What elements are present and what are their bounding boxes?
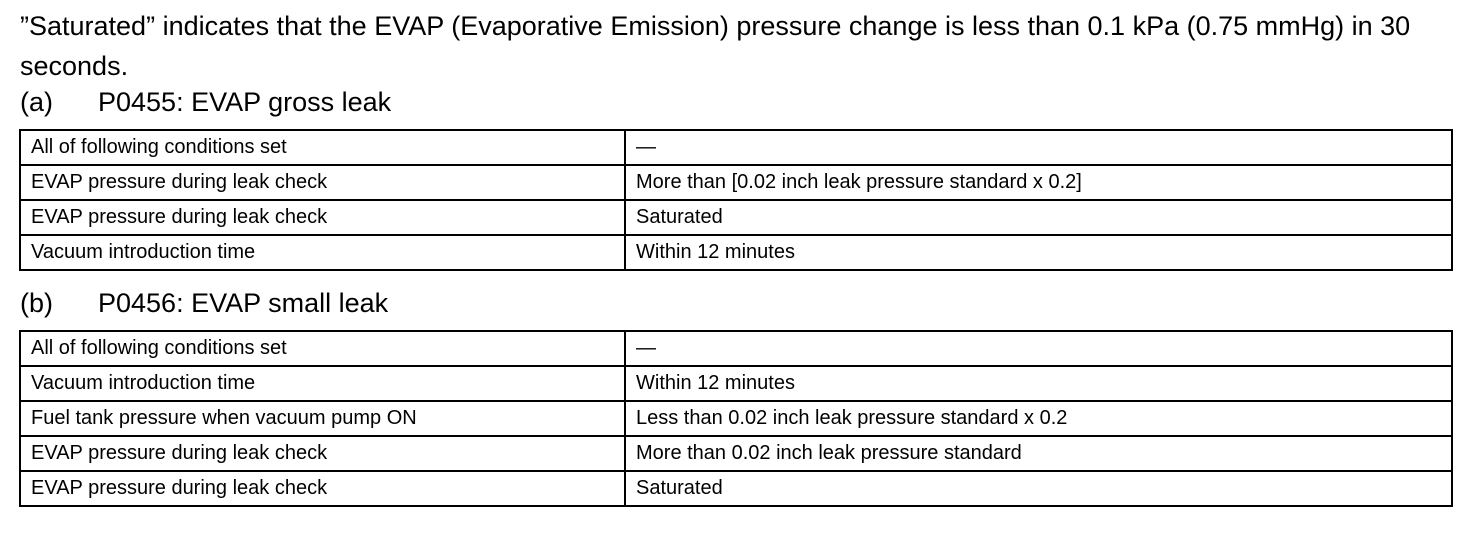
condition-cell: EVAP pressure during leak check [20, 200, 625, 235]
conditions-table-small-leak [19, 330, 1453, 507]
intro-paragraph: ”Saturated” indicates that the EVAP (Evaporative Emission) pressure change is less than 0.1 kPa (0.75 mmHg) in 30 seconds. [20, 11, 1411, 81]
table-row [20, 471, 1452, 506]
section-title: P0456: EVAP small leak [98, 288, 389, 318]
value-cell: Saturated [625, 200, 1452, 235]
value-cell: — [625, 331, 1452, 366]
value-cell: Less than 0.02 inch leak pressure standard x 0.2 [625, 401, 1452, 436]
table-row [20, 366, 1452, 401]
condition-cell: Fuel tank pressure when vacuum pump ON [20, 401, 625, 436]
table-row [20, 200, 1452, 235]
condition-cell: EVAP pressure during leak check [20, 471, 625, 506]
value-cell: — [625, 130, 1452, 165]
value-cell: Within 12 minutes [625, 235, 1452, 270]
section-heading-b [20, 285, 388, 321]
section-heading-a [20, 84, 391, 120]
value-cell: More than [0.02 inch leak pressure standard x 0.2] [625, 165, 1452, 200]
condition-cell: Vacuum introduction time [20, 366, 625, 401]
table-row [20, 130, 1452, 165]
condition-cell: Vacuum introduction time [20, 235, 625, 270]
section-tag: (b) [20, 288, 53, 318]
condition-cell: EVAP pressure during leak check [20, 165, 625, 200]
table-row [20, 165, 1452, 200]
table-row [20, 235, 1452, 270]
table-row [20, 436, 1452, 471]
condition-cell: All of following conditions set [20, 331, 625, 366]
table-row [20, 401, 1452, 436]
condition-cell: EVAP pressure during leak check [20, 436, 625, 471]
table-row [20, 331, 1452, 366]
conditions-table-gross-leak [19, 129, 1453, 271]
value-cell: Within 12 minutes [625, 366, 1452, 401]
section-tag: (a) [20, 87, 53, 117]
value-cell: More than 0.02 inch leak pressure standard [625, 436, 1452, 471]
section-title: P0455: EVAP gross leak [98, 87, 392, 117]
condition-cell: All of following conditions set [20, 130, 625, 165]
value-cell: Saturated [625, 471, 1452, 506]
